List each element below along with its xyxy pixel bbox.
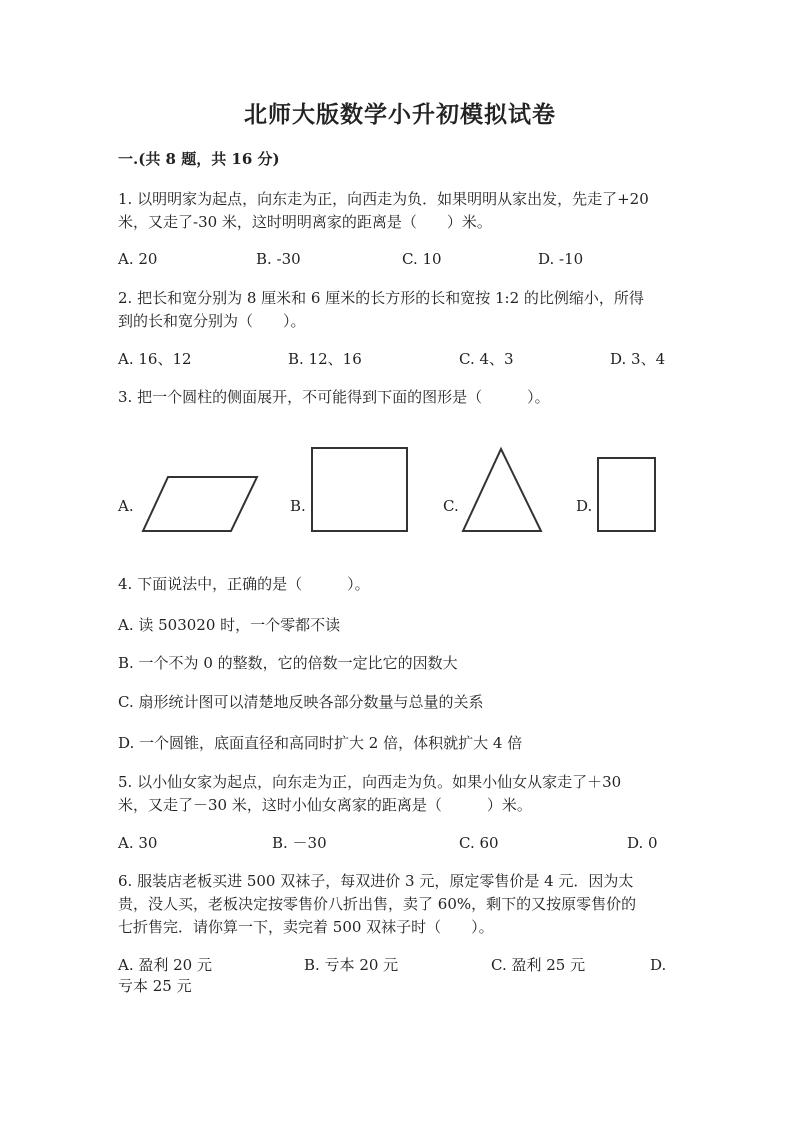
question-text: 2. 把长和宽分别为 8 厘米和 6 厘米的长方形的长和宽按 1:2 的比例缩小，所得 [118, 289, 644, 307]
square-icon [311, 447, 409, 533]
option-b[interactable]: B. 亏本 20 元 [304, 956, 399, 974]
option-a[interactable]: A. 16、12 [118, 350, 192, 368]
triangle-icon [461, 447, 543, 533]
option-b[interactable]: B. 12、16 [288, 350, 362, 368]
question-text: 6. 服装店老板买进 500 双袜子，每双进价 3 元，原定零售价是 4 元．因为太 [118, 872, 634, 890]
option-a[interactable]: A. 20 [118, 250, 158, 268]
question-text: 到的长和宽分别为（ ）。 [118, 312, 306, 330]
option-c[interactable]: C. [443, 497, 459, 515]
question-text: 4. 下面说法中，正确的是（ ）。 [118, 575, 370, 593]
option-b[interactable]: B. －30 [272, 834, 327, 852]
option-d-text[interactable]: 亏本 25 元 [118, 977, 192, 995]
option-d[interactable]: D. 3、4 [610, 350, 666, 368]
page-title: 北师大版数学小升初模拟试卷 [244, 101, 556, 128]
question-text: 贵，没人买，老板决定按零售价八折出售，卖了 60%，剩下的又按原零售价的 [118, 895, 637, 913]
section-heading: 一.(共 8 题，共 16 分) [118, 150, 280, 168]
option-a[interactable]: A. 读 503020 时，一个零都不读 [118, 616, 341, 634]
question-text: 米，又走了-30 米，这时明明离家的距离是（ ）米。 [118, 213, 492, 231]
question-text: 5. 以小仙女家为起点，向东走为正，向西走为负。如果小仙女从家走了＋30 [118, 773, 622, 791]
question-text: 1. 以明明家为起点，向东走为正，向西走为负．如果明明从家出发，先走了+20 [118, 190, 649, 208]
parallelogram-icon [140, 475, 260, 533]
option-a[interactable]: A. 盈利 20 元 [118, 956, 212, 974]
question-text: 3. 把一个圆柱的侧面展开，不可能得到下面的图形是（ ）。 [118, 388, 550, 406]
option-c[interactable]: C. 60 [459, 834, 499, 852]
option-c[interactable]: C. 10 [402, 250, 442, 268]
option-c[interactable]: C. 盈利 25 元 [491, 956, 586, 974]
option-d[interactable]: D. 0 [627, 834, 658, 852]
option-d[interactable]: D. 一个圆锥，底面直径和高同时扩大 2 倍，体积就扩大 4 倍 [118, 734, 523, 752]
question-text: 米，又走了－30 米，这时小仙女离家的距离是（ ）米。 [118, 796, 532, 814]
option-a[interactable]: A. [118, 497, 134, 515]
option-c[interactable]: C. 扇形统计图可以清楚地反映各部分数量与总量的关系 [118, 693, 484, 711]
option-d[interactable]: D. -10 [538, 250, 584, 268]
option-c[interactable]: C. 4、3 [459, 350, 514, 368]
option-d[interactable]: D. [576, 497, 593, 515]
option-b[interactable]: B. 一个不为 0 的整数，它的倍数一定比它的因数大 [118, 654, 458, 672]
option-b[interactable]: B. -30 [256, 250, 301, 268]
rectangle-icon [597, 457, 657, 533]
question-text: 七折售完．请你算一下，卖完着 500 双袜子时（ ）。 [118, 918, 494, 936]
option-b[interactable]: B. [290, 497, 306, 515]
option-d[interactable]: D. [650, 956, 667, 974]
option-a[interactable]: A. 30 [118, 834, 158, 852]
